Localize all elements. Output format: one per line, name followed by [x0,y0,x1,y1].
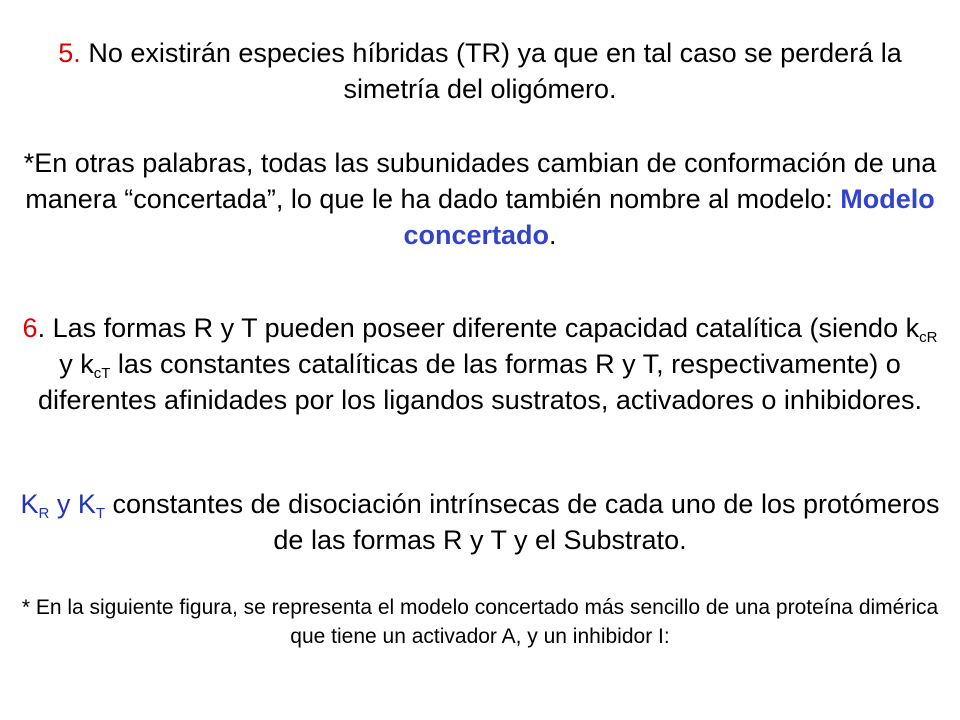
paragraph-6-text-a: . Las formas R y T pueden poseer diferente capacidad catalítica (siendo k [37,313,920,343]
figure-note [20,593,940,651]
constant-KT-symbol: K [77,489,96,519]
subscript-cT: cT [93,365,111,382]
paragraph-6-text-b: y k [59,349,94,379]
constant-KR-symbol: K [20,489,39,519]
model-name-highlight: Modelo concertado [403,184,935,250]
constant-KR-subscript: R [38,505,50,522]
paragraph-5-text: No existirán especies híbridas (TR) ya que en tal caso se perderá la simetría del oligómero. [80,38,902,104]
constants-text: constantes de disociación intrínsecas de cada uno de los protómeros de las formas R y T y el Substrato. [105,489,940,555]
dissociation-constants [20,486,940,558]
figure-note-text: * En la siguiente figura, se representa el modelo concertado más sencillo de una proteína dimérica que tiene un activador A, y un inhibidor I: [21,596,939,648]
item-number-5: 5. [58,38,81,68]
constants-connector: y [49,489,78,519]
concerted-text: *En otras palabras, todas las subunidades cambian de conformación de una manera “concertada”, lo que le ha dado también nombre al modelo: [23,148,937,214]
constant-KT-subscript: T [95,505,106,522]
concerted-explanation [20,145,940,253]
item-number-6: 6 [22,313,38,343]
subscript-cR: cR [919,329,938,346]
paragraph-6 [20,310,940,418]
concerted-end: . [549,220,557,250]
paragraph-5 [20,35,940,107]
paragraph-6-text-c: las constantes catalíticas de las formas R y T, respectivamente) o diferentes afinidades por los ligandos sustratos, activadores o inhibidores. [37,349,922,415]
